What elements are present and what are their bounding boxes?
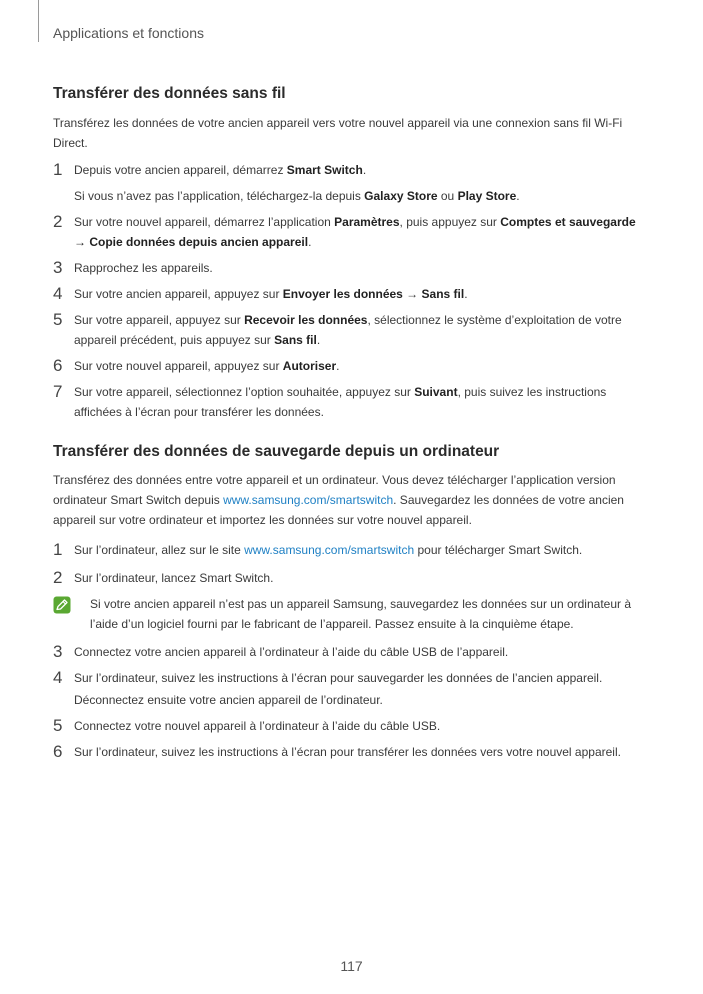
step-number: 2 [53,568,63,587]
section2-step-1: 1 Sur l’ordinateur, allez sur le site www.samsung.com/smartswitch pour télécharger Smart Switch. [53,540,583,559]
section2-step-3: 3 Connectez votre ancien appareil à l’ordinateur à l’aide du câble USB de l’appareil. [53,642,509,661]
section2-step-2: 2 Sur l’ordinateur, lancez Smart Switch. [53,568,274,587]
margin-rule [38,0,39,42]
page-number: 117 [340,958,363,974]
section2-title: Transférer des données de sauvegarde depuis un ordinateur [53,443,500,460]
section1-title: Transférer des données sans fil [53,85,286,102]
smartswitch-link[interactable]: www.samsung.com/smartswitch [223,493,394,507]
step-number: 6 [53,356,63,375]
note-text: Si votre ancien appareil n’est pas un appareil Samsung, sauvegardez les données sur un ordinateur à l’aide d’un logiciel fourni par le fabricant de l’appareil. Passez ensuite à la cinquième étape. [90,597,632,631]
note-box [53,594,643,634]
step-number: 6 [53,742,63,761]
header-title: Applications et fonctions [53,25,204,41]
step-number: 4 [53,284,63,303]
section1-step-7: 7 Sur votre appareil, sélectionnez l’option souhaitée, appuyez sur Suivant, puis suivez les instructions affichées à l’écran pour transférer les données. [53,382,607,419]
step-number: 1 [53,540,63,559]
section1-step-2: 2 Sur votre nouvel appareil, démarrez l’application Paramètres, puis appuyez sur Comptes et sauvegarde → Copie données depuis ancien appareil. [53,212,636,249]
note-pencil-icon [53,596,71,614]
page-content [53,84,643,762]
step-number: 4 [53,668,63,687]
section1-intro: Transférez les données de votre ancien appareil vers votre nouvel appareil via une connexion sans fil Wi-Fi Direct. [53,116,623,150]
step-number: 3 [53,258,63,277]
section2-step-4: 4 Sur l’ordinateur, suivez les instructions à l’écran pour sauvegarder les données de l’ancien appareil. Déconnectez ensuite votre ancien appareil de l’ordinateur. [53,668,603,707]
section2-step-5: 5 Connectez votre nouvel appareil à l’ordinateur à l’aide du câble USB. [53,716,441,735]
step-number: 3 [53,642,63,661]
section1-step-6: 6 Sur votre nouvel appareil, appuyez sur Autoriser. [53,356,340,375]
step-number: 1 [53,160,63,179]
step-number: 5 [53,716,63,735]
section1-step-1: 1 Depuis votre ancien appareil, démarrez Smart Switch. Si vous n’avez pas l’application, téléchargez-la depuis Galaxy Store ou Play Store. [53,160,643,206]
step-sub-text: Si vous n’avez pas l’application, téléchargez-la depuis Galaxy Store ou Play Store. [74,189,520,203]
section1-step-5: 5 Sur votre appareil, appuyez sur Recevoir les données, sélectionnez le système d’exploitation de votre appareil précédent, puis appuyez sur Sans fil. [53,310,622,347]
step-number: 7 [53,382,63,401]
smartswitch-link[interactable]: www.samsung.com/smartswitch [244,543,415,557]
section1-step-4: 4 Sur votre ancien appareil, appuyez sur Envoyer les données → Sans fil. [53,284,468,303]
section2-step-6: 6 Sur l’ordinateur, suivez les instructions à l’écran pour transférer les données vers votre nouvel appareil. [53,742,621,761]
section2-intro: Transférez des données entre votre appareil et un ordinateur. Vous devez télécharger l’application version ordinateur Smart Switch depuis www.samsung.com/smartswitch. Sauvegardez les données de votre ancien appareil sur votre ordinateur et importez les données sur votre nouvel appareil. [53,473,624,527]
step-number: 5 [53,310,63,329]
step-number: 2 [53,212,63,231]
section1-step-3: 3 Rapprochez les appareils. [53,258,213,277]
